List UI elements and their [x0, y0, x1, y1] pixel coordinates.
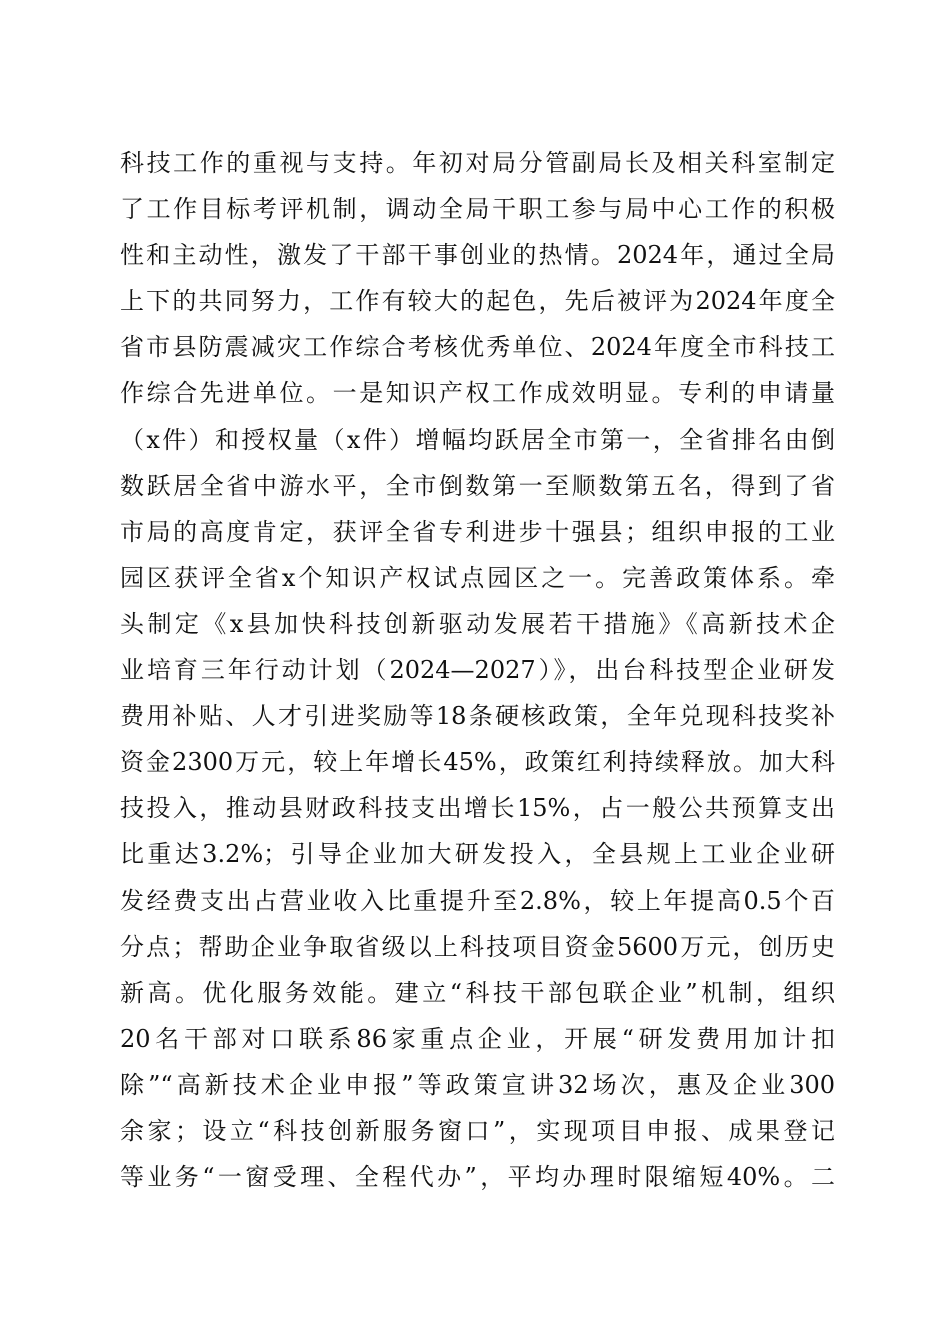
text-line: 资金2300万元，较上年增长45%，政策红利持续释放。加大科	[120, 748, 835, 777]
body-paragraph	[120, 140, 835, 1200]
text-line: 业培育三年行动计划（2024—2027）》，出台科技型企业研发	[120, 656, 835, 685]
text-line: （x件）和授权量（x件）增幅均跃居全市第一，全省排名由倒	[120, 425, 835, 454]
text-line: 20名干部对口联系86家重点企业，开展“研发费用加计扣	[120, 1024, 835, 1053]
text-line: 余家；设立“科技创新服务窗口”，实现项目申报、成果登记	[120, 1116, 835, 1145]
text-line: 分点；帮助企业争取省级以上科技项目资金5600万元，创历史	[120, 932, 835, 961]
text-line: 科技工作的重视与支持。年初对局分管副局长及相关科室制定	[120, 149, 835, 177]
text-line: 头制定《x县加快科技创新驱动发展若干措施》《高新技术企	[120, 609, 835, 638]
text-line: 市局的高度肯定，获评全省专利进步十强县；组织申报的工业	[120, 517, 835, 546]
text-line: 发经费支出占营业收入比重提升至2.8%，较上年提高0.5个百	[120, 886, 835, 915]
text-line: 省市县防震减灾工作综合考核优秀单位、2024年度全市科技工	[120, 333, 835, 362]
text-line: 费用补贴、人才引进奖励等18条硬核政策，全年兑现科技奖补	[120, 702, 835, 731]
text-line: 性和主动性，激发了干部干事创业的热情。2024年，通过全局	[120, 241, 835, 270]
text-line: 上下的共同努力，工作有较大的起色，先后被评为2024年度全	[120, 287, 835, 316]
text-line: 技投入，推动县财政科技支出增长15%，占一般公共预算支出	[120, 794, 835, 823]
text-line: 除”“高新技术企业申报”等政策宣讲32场次，惠及企业300	[120, 1070, 835, 1099]
text-line: 新高。优化服务效能。建立“科技干部包联企业”机制，组织	[120, 978, 835, 1007]
text-line: 作综合先进单位。一是知识产权工作成效明显。专利的申请量	[120, 379, 835, 408]
text-line: 数跃居全省中游水平，全市倒数第一至顺数第五名，得到了省	[120, 471, 835, 500]
text-line: 比重达3.2%；引导企业加大研发投入，全县规上工业企业研	[120, 840, 835, 869]
text-line: 园区获评全省x个知识产权试点园区之一。完善政策体系。牵	[120, 563, 835, 592]
text-line: 了工作目标考评机制，调动全局干职工参与局中心工作的积极	[120, 195, 835, 224]
text-line: 等业务“一窗受理、全程代办”，平均办理时限缩短40%。二	[120, 1163, 835, 1192]
